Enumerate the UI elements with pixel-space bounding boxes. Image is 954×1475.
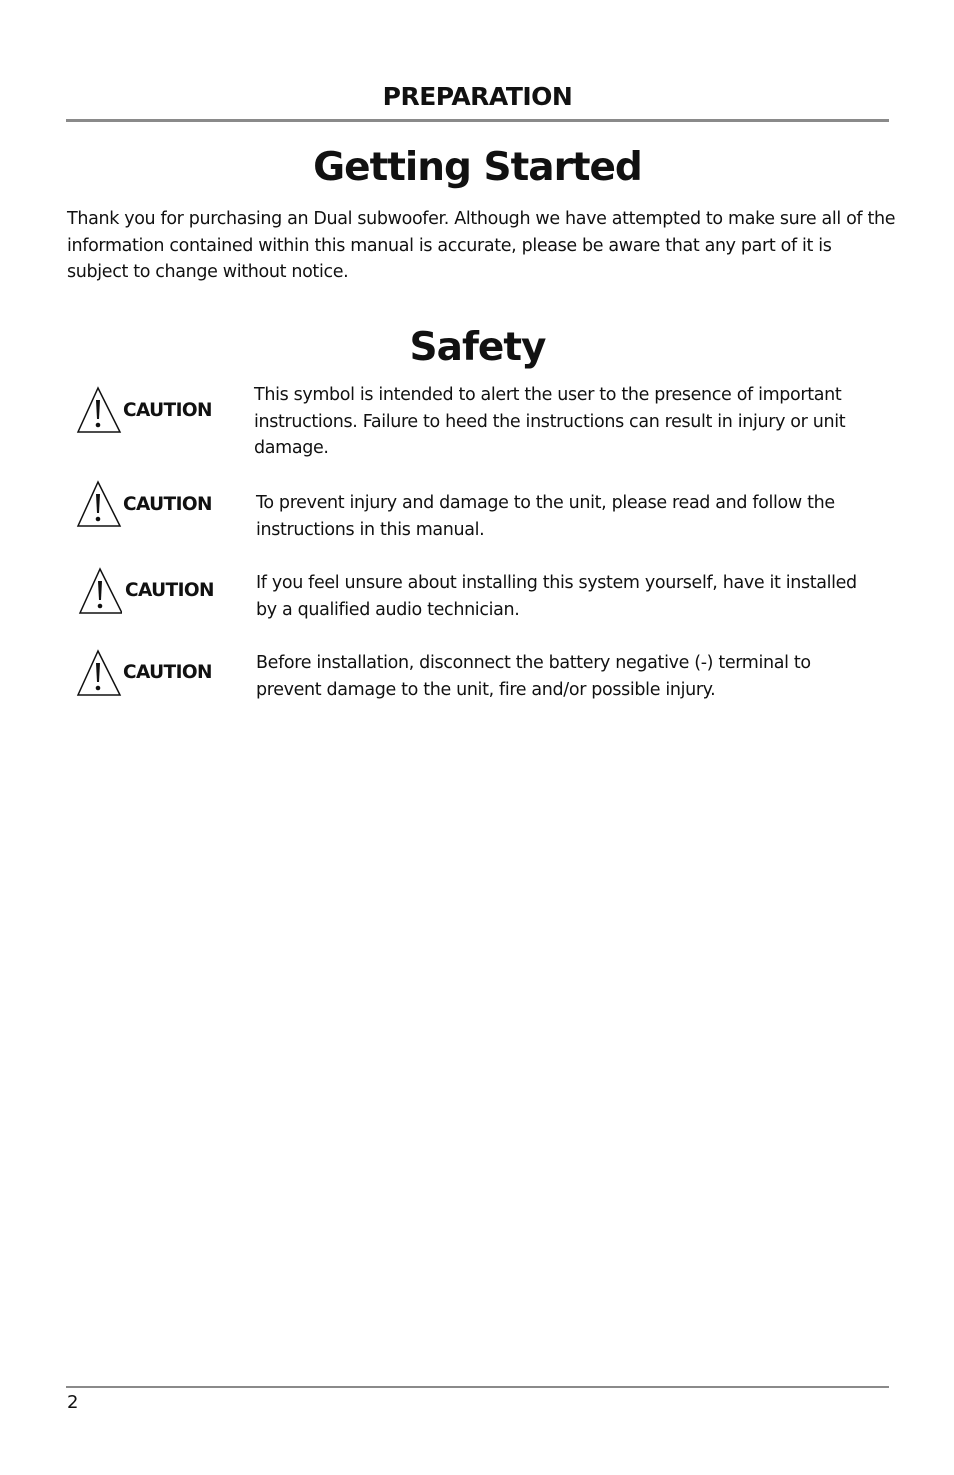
warning-triangle-icon [76,480,122,528]
caution-badge [76,567,246,615]
warning-triangle-icon [76,649,122,697]
caution-badge [76,649,246,697]
caution-label: CAUTION [123,400,212,421]
caution-badge [76,480,246,528]
page-title-safety: Safety [409,325,546,370]
caution-text: This symbol is intended to alert the user to the presence of important instructions. Failure to heed the instructions can result in injury or unit damage. [254,385,846,458]
warning-triangle-icon [76,386,122,434]
caution-badge [76,386,246,434]
footer-rule [66,1386,889,1388]
caution-text: Before installation, disconnect the battery negative (-) terminal to prevent damage to the unit, fire and/or possible injury. [256,653,811,700]
caution-label: CAUTION [123,494,212,515]
warning-triangle-icon [76,567,122,615]
caution-text: To prevent injury and damage to the unit, please read and follow the instructions in this manual. [256,493,835,540]
page-title-getting-started: Getting Started [313,145,642,190]
header-rule [66,119,889,122]
caution-text: If you feel unsure about installing this system yourself, have it installed by a qualified audio technician. [256,573,857,620]
page-number: 2 [67,1392,79,1413]
section-header: PREPARATION [382,82,573,111]
intro-paragraph: Thank you for purchasing an Dual subwoofer. Although we have attempted to make sure all of the information contained within this manual is accurate, please be aware that any part of it is subject to change without notice. [67,209,896,282]
caution-label: CAUTION [123,662,212,683]
caution-label: CAUTION [125,580,214,601]
